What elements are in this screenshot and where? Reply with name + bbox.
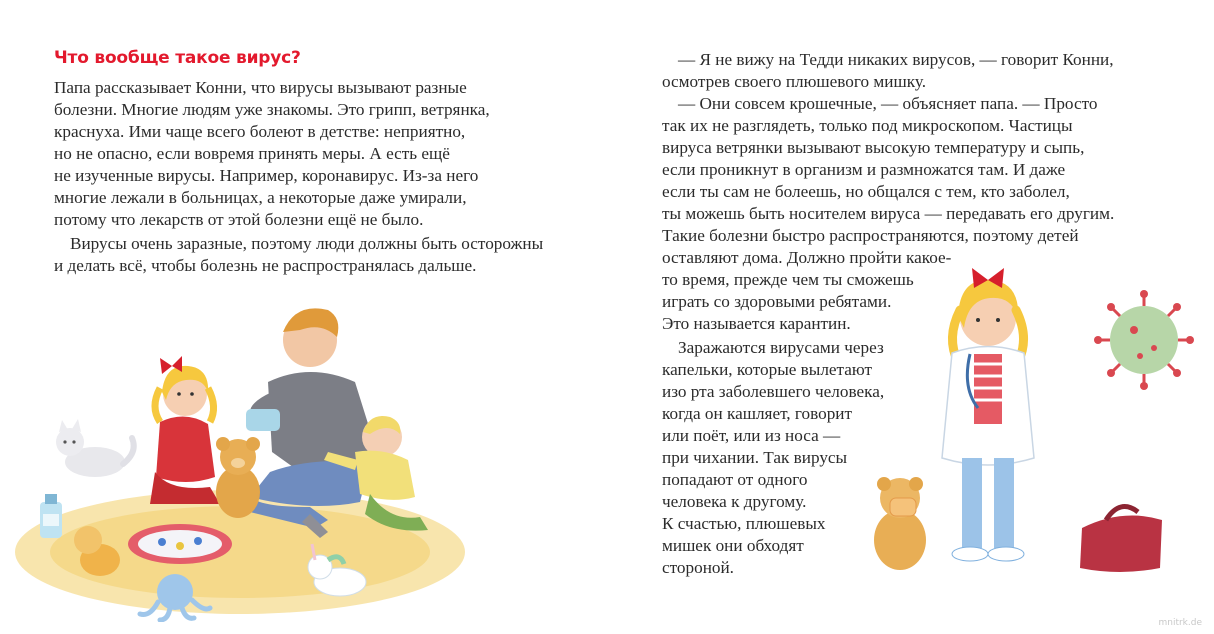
teddy-bear-icon: [216, 437, 260, 518]
text-line: многие лежали в больницах, а некоторые даже умирали,: [54, 188, 467, 207]
text-line: Папа рассказывает Конни, что вирусы вызывают разные: [54, 78, 467, 97]
text-line: оставляют дома. Должно пройти какое-: [662, 248, 952, 267]
text-line: и делать всё, чтобы болезнь не распространялась дальше.: [54, 256, 477, 275]
text-line: если проникнут в организм и размножатся там. И даже: [662, 160, 1066, 179]
text-line: К счастью, плюшевых: [662, 514, 826, 533]
girl-figure: [150, 356, 220, 504]
text-line: капельки, которые вылетают: [662, 360, 873, 379]
text-line: краснуха. Ими чаще всего болеют в детстве: неприятно,: [54, 122, 466, 141]
doctor-girl-illustration: [862, 258, 1207, 598]
family-illustration: [10, 282, 470, 622]
text-line: стороной.: [662, 558, 734, 577]
text-line: если ты сам не болеешь, но общался с тем, кто заболел,: [662, 182, 1070, 201]
text-line: ты можешь быть носителем вируса — передавать его другим.: [662, 204, 1115, 223]
text-line: Такие болезни быстро распространяются, поэтому детей: [662, 226, 1079, 245]
doctor-bag-icon: [1080, 507, 1162, 572]
text-line: вируса ветрянки вызывают высокую температуру и сыпь,: [662, 138, 1085, 157]
text-line: Вирусы очень заразные, поэтому люди должны быть осторожны: [70, 234, 544, 253]
teddy-with-mask-icon: [874, 477, 926, 570]
text-line: играть со здоровыми ребятами.: [662, 292, 892, 311]
watermark: mnitrk.de: [1158, 618, 1202, 628]
text-line: Заражаются вирусами через: [678, 338, 884, 357]
text-line: — Я не вижу на Тедди никаких вирусов, — говорит Конни,: [678, 50, 1114, 69]
bottle-icon: [40, 494, 62, 538]
text-line: осмотрев своего плюшевого мишку.: [662, 72, 926, 91]
text-line: так их не разглядеть, только под микроскопом. Частицы: [662, 116, 1073, 135]
text-line: Это называется карантин.: [662, 314, 851, 333]
text-line: но не опасно, если вовремя принять меры. А есть ещё: [54, 144, 450, 163]
section-heading: Что вообще такое вирус?: [54, 48, 301, 68]
text-line: не изученные вирусы. Например, коронавирус. Из-за него: [54, 166, 479, 185]
right-page: [607, 0, 1214, 634]
text-line: потому что лекарств от этой болезни ещё не было.: [54, 210, 424, 229]
text-line: болезни. Многие людям уже знакомы. Это грипп, ветрянка,: [54, 100, 490, 119]
text-line: или поёт, или из носа —: [662, 426, 841, 445]
text-line: изо рта заболевшего человека,: [662, 382, 885, 401]
text-line: — Они совсем крошечные, — объясняет папа. — Просто: [678, 94, 1098, 113]
cat-icon: [56, 419, 134, 477]
text-line: попадают от одного: [662, 470, 808, 489]
text-line: человека к другому.: [662, 492, 807, 511]
doctor-girl-figure: [942, 268, 1034, 561]
text-line: мишек они обходят: [662, 536, 804, 555]
virus-icon: [1094, 290, 1194, 390]
text-line: при чихании. Так вирусы: [662, 448, 848, 467]
toy-medical-kit-icon: [128, 524, 232, 564]
text-line: когда он кашляет, говорит: [662, 404, 853, 423]
text-line: то время, прежде чем ты сможешь: [662, 270, 914, 289]
